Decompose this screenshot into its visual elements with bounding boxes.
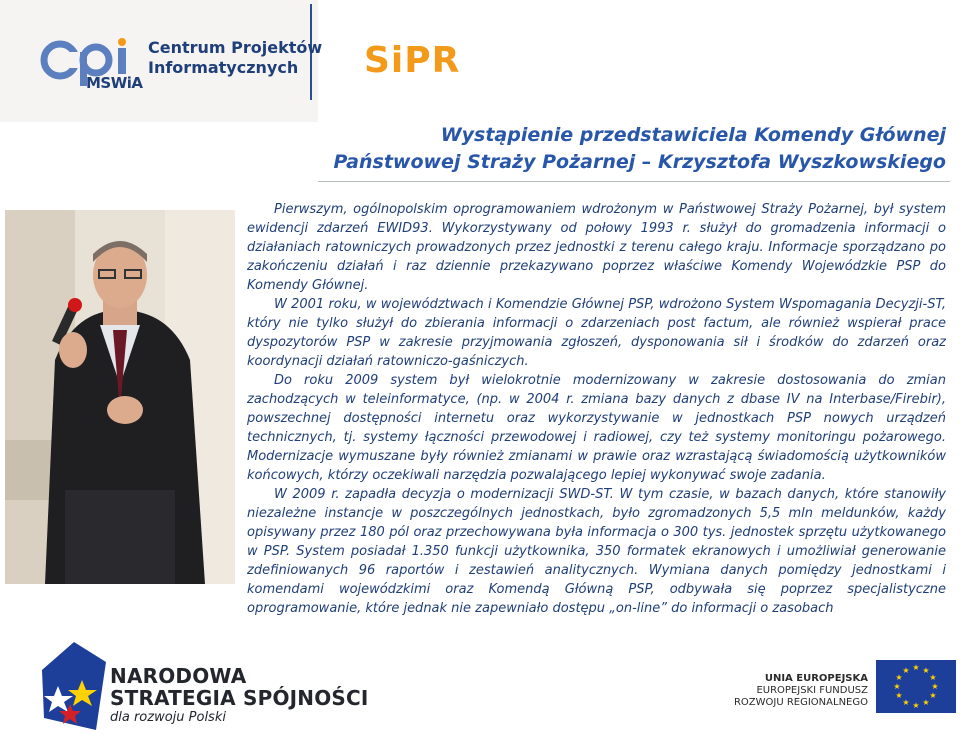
cpi-mswia: MSWiA bbox=[86, 74, 143, 92]
article-body bbox=[247, 200, 946, 618]
svg-text:★: ★ bbox=[929, 673, 937, 682]
ue-line3: ROZWOJU REGIONALNEGO bbox=[733, 697, 868, 708]
paragraph-3: Do roku 2009 system był wielokrotnie modernizowany w zakresie dostosowania do zmian zachodzących w teleinformatyce, (np. w 2004 r. zmiana bazy danych z dbase IV na Interbase/Firebir), powszechnej dostępności internetu oraz wykorzystywanie w jednostkach PSP nowych urządzeń technicznych, tj. systemy łączności przewodowej i radiowej, czy też systemy monitoringu pożarowego. Modernizacje wymuszane były również zmianami w prawie oraz wzrastającą świadomością użytkowników końcowych, którzy oczekiwali narzędzia pozwalającego lepiej wykonywać swoje zadania. bbox=[247, 373, 946, 483]
ue-line1: UNIA EUROPEJSKA bbox=[764, 673, 868, 684]
paragraph-1: Pierwszym, ogólnopolskim oprogramowaniem wdrożonym w Państwowej Straży Pożarnej, był system ewidencji zdarzeń EWID93. Wykorzystywany od połowy 1993 r. służył do gromadzenia informacji o działaniach ratowniczych prowadzonych przez jednostki z terenu całego kraju. Informacje sporządzano po zakończeniu działań i raz dziennie przekazywano poprzez właściwe Komendy Wojewódzkie PSP do Komendy Głównej. bbox=[247, 202, 946, 293]
svg-text:★: ★ bbox=[929, 691, 937, 700]
eu-flag-icon bbox=[876, 660, 956, 713]
speaker-photo bbox=[5, 210, 235, 584]
nss-logo-icon bbox=[40, 640, 108, 732]
svg-text:★: ★ bbox=[895, 673, 903, 682]
paragraph-2: W 2001 roku, w województwach i Komendzie Głównej PSP, wdrożono System Wspomagania Decyzji-ST, który nie tylko służył do zbierania informacji o zdarzeniach post factum, ale również wspierał prace dyspozytorów PSP w zakresie przyjmowania zgłoszeń, dysponowania sił i środków do zdarzeń oraz koordynacji działań ratowniczo-gaśniczych. bbox=[247, 297, 946, 369]
svg-text:★: ★ bbox=[902, 698, 910, 707]
svg-text:★: ★ bbox=[912, 701, 920, 710]
nss-line2: STRATEGIA SPÓJNOŚCI bbox=[110, 686, 369, 710]
title-line1: Wystąpienie przedstawiciela Komendy Głównej bbox=[440, 124, 946, 146]
cpi-name-line1: Centrum Projektów bbox=[148, 38, 323, 57]
cpi-name bbox=[148, 38, 322, 78]
sipr-logo: SiPR bbox=[364, 40, 461, 81]
ue-line2: EUROPEJSKI FUNDUSZ bbox=[756, 685, 868, 696]
eu-fund-text bbox=[734, 673, 868, 709]
nss-line1: NARODOWA bbox=[110, 664, 247, 688]
svg-text:★: ★ bbox=[902, 666, 910, 675]
paragraph-4: W 2009 r. zapadła decyzja o modernizacji SWD-ST. W tym czasie, w bazach danych, które stanowiły niezależne instancje w poszczególnych jednostkach, było zgromadzonych 5,5 mln meldunków, każdy opisywany przez 180 pól oraz przechowywana była informacja o 300 tys. jednostek sprzętu użytkowanego w PSP. System posiadał 1.350 funkcji użytkownika, 350 formatek ekranowych i umożliwiał generowanie zdefiniowanych 96 raportów i zestawień analitycznych. Wymiana danych pomiędzy jednostkami i komendami wojewódzkimi oraz Komendą Główną PSP, odbywała się poprzez specjalistyczne oprogramowanie, które jednak nie zapewniało dostępu „on-line” do informacji o zasobach bbox=[247, 487, 946, 616]
nss-line3: dla rozwoju Polski bbox=[110, 710, 226, 725]
svg-text:★: ★ bbox=[922, 698, 930, 707]
title-underline bbox=[318, 181, 950, 182]
svg-text:★: ★ bbox=[895, 691, 903, 700]
page-title bbox=[333, 122, 946, 176]
svg-text:★: ★ bbox=[922, 666, 930, 675]
title-line2: Państwowej Straży Pożarnej – Krzysztofa Wyszkowskiego bbox=[333, 151, 946, 173]
nss-text bbox=[110, 665, 369, 726]
svg-text:★: ★ bbox=[931, 682, 939, 691]
svg-text:★: ★ bbox=[893, 682, 901, 691]
svg-text:★: ★ bbox=[912, 663, 920, 672]
cpi-name-line2: Informatycznych bbox=[148, 58, 299, 77]
